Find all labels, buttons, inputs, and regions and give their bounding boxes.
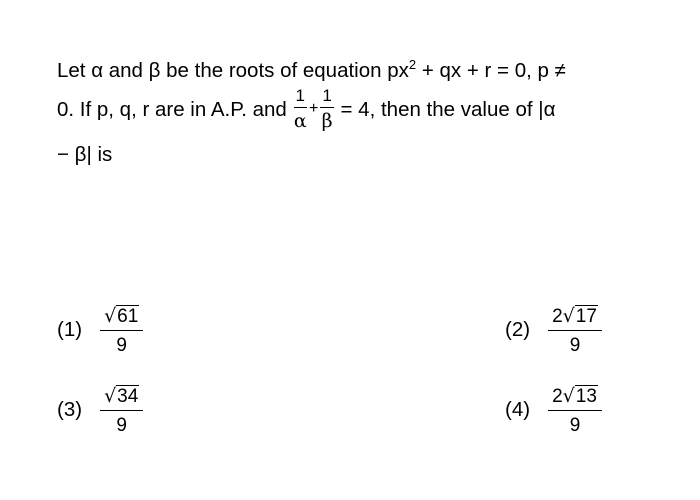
option-numerator (548, 305, 602, 331)
square-root (104, 305, 139, 326)
fraction-denominator: β (321, 109, 333, 132)
option-fraction (548, 305, 602, 355)
fraction-one-over-beta (320, 87, 333, 131)
radicand: 61 (117, 306, 139, 327)
question-line-3-text: − β| is (57, 143, 113, 166)
radicand: 13 (575, 386, 597, 407)
fraction-denominator: α (293, 109, 307, 132)
question-line-2 (57, 87, 647, 132)
option-numerator (100, 385, 143, 411)
question-text (57, 42, 647, 177)
option-3[interactable] (57, 385, 143, 435)
option-denominator: 9 (569, 335, 581, 356)
option-denominator: 9 (116, 335, 127, 356)
option-fraction (100, 305, 143, 355)
radicand: 34 (117, 386, 139, 407)
fraction-numerator: 1 (320, 87, 333, 108)
option-label: (4) (505, 398, 531, 421)
radical-symbol: √ (104, 305, 117, 327)
question-line-2-after: = 4, then the value of |α (334, 98, 556, 121)
option-fraction (100, 385, 143, 435)
square-root (563, 305, 598, 326)
option-denominator: 9 (569, 415, 581, 436)
square-root (563, 385, 598, 406)
option-fraction (548, 385, 602, 435)
option-label: (3) (57, 398, 83, 421)
plus-sign: + (309, 100, 319, 118)
radicand: 17 (575, 306, 597, 327)
option-label: (2) (505, 318, 531, 341)
square-root (104, 385, 139, 406)
question-line-1-tail: + qx + r = 0, p ≠ (416, 58, 566, 82)
option-label: (1) (57, 318, 83, 341)
question-line-1 (57, 42, 647, 87)
radical-symbol: √ (104, 385, 117, 407)
option-numerator (100, 305, 143, 331)
radical-symbol: √ (562, 385, 575, 407)
fraction-one-over-alpha (294, 87, 307, 131)
question-line-1-text: Let α and β be the roots of equation px (57, 58, 409, 82)
option-4[interactable] (505, 385, 602, 435)
option-coefficient: 2 (552, 306, 563, 327)
option-2[interactable] (505, 305, 602, 355)
option-numerator (548, 385, 602, 411)
question-line-3 (57, 132, 647, 177)
exponent-2: 2 (408, 57, 417, 72)
option-coefficient: 2 (552, 386, 563, 407)
option-1[interactable] (57, 305, 143, 355)
option-denominator: 9 (116, 415, 127, 436)
radical-symbol: √ (562, 305, 575, 327)
question-line-2-before: 0. If p, q, r are in A.P. and (57, 98, 293, 121)
fraction-numerator: 1 (294, 87, 307, 108)
